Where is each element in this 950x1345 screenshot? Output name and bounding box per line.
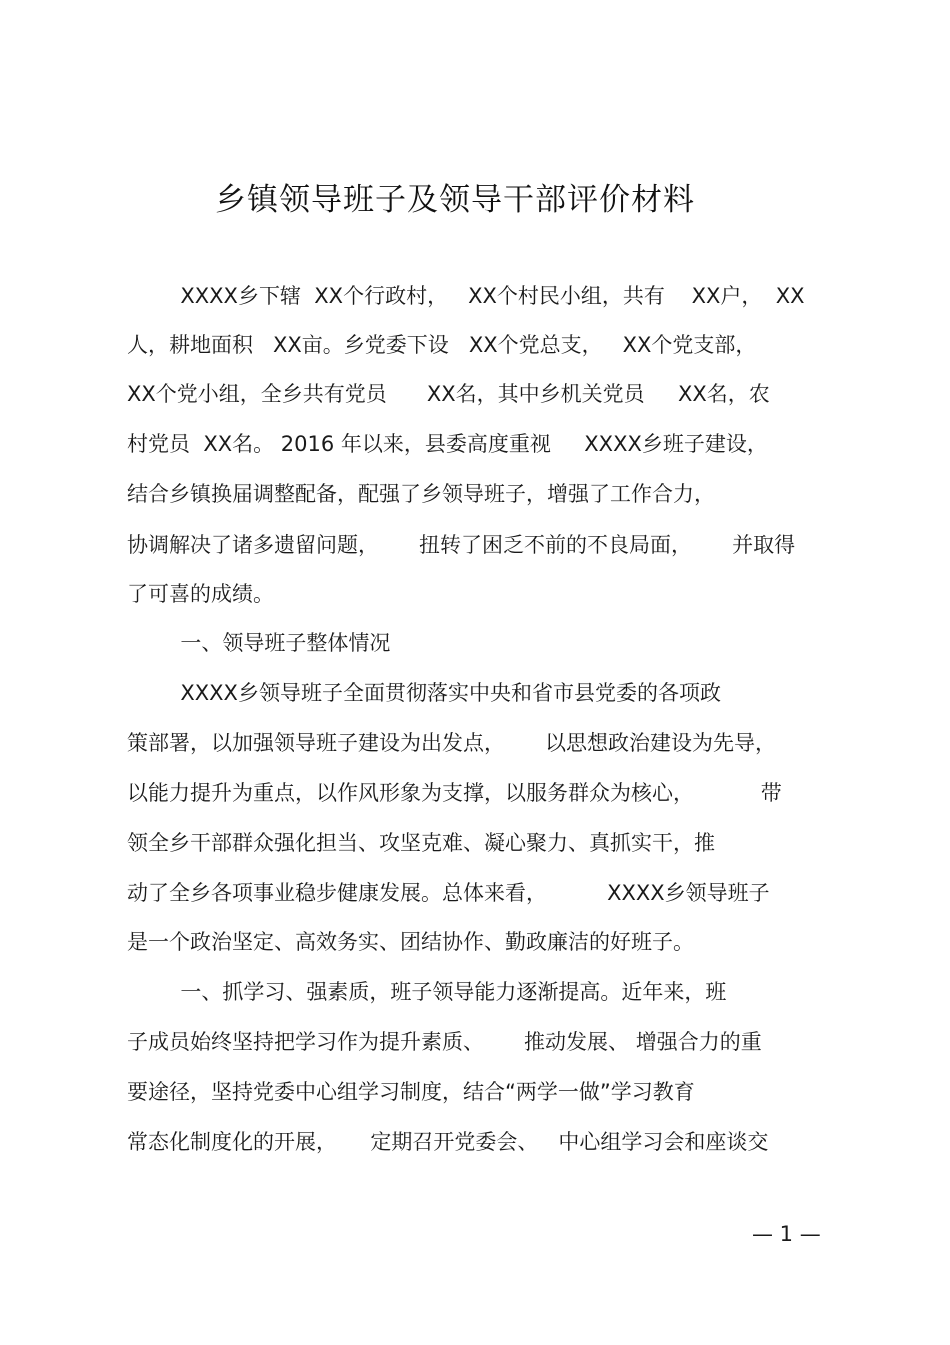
body-line: 村党员 XX名。 2016 年以来，县委高度重视 XXXX乡班子建设，: [127, 432, 768, 456]
body-line: 是一个政治坚定、高效务实、团结协作、勤政廉洁的好班子。: [127, 930, 694, 954]
section-heading: 一、领导班子整体情况: [127, 631, 391, 655]
body-line: 要途径，坚持党委中心组学习制度，结合“两学一做”学习教育: [127, 1080, 695, 1104]
body-line: 动了全乡各项事业稳步健康发展。总体来看， XXXX乡领导班子: [127, 881, 770, 905]
body-line: 一、抓学习、强素质，班子领导能力逐渐提高。近年来，班: [127, 980, 727, 1004]
body-line: 子成员始终坚持把学习作为提升素质、 推动发展、 增强合力的重: [127, 1030, 762, 1054]
body-line: XXXX乡领导班子全面贯彻落实中央和省市县党委的各项政: [127, 681, 721, 705]
body-line: 常态化制度化的开展， 定期召开党委会、 中心组学习会和座谈交: [127, 1130, 769, 1154]
body-line: 了可喜的成绩。: [127, 582, 274, 606]
body-line: XX个党小组，全乡共有党员 XX名，其中乡机关党员 XX名，农: [127, 382, 770, 406]
body-line: 以能力提升为重点，以作风形象为支撑，以服务群众为核心， 带: [127, 781, 782, 805]
page-number: — 1 —: [752, 1222, 821, 1246]
body-line: 领全乡干部群众强化担当、攻坚克难、凝心聚力、真抓实干，推: [127, 831, 715, 855]
body-line: XXXX乡下辖 XX个行政村， XX个村民小组，共有 XX户， XX: [127, 284, 805, 308]
body-line: 协调解决了诸多遗留问题， 扭转了困乏不前的不良局面， 并取得: [127, 533, 796, 557]
document-title: 乡镇领导班子及领导干部评价材料: [215, 182, 695, 218]
body-line: 人，耕地面积 XX亩。乡党委下设 XX个党总支， XX个党支部，: [127, 333, 757, 357]
body-line: 策部署，以加强领导班子建设为出发点， 以思想政治建设为先导，: [127, 731, 777, 755]
body-line: 结合乡镇换届调整配备，配强了乡领导班子，增强了工作合力，: [127, 482, 715, 506]
